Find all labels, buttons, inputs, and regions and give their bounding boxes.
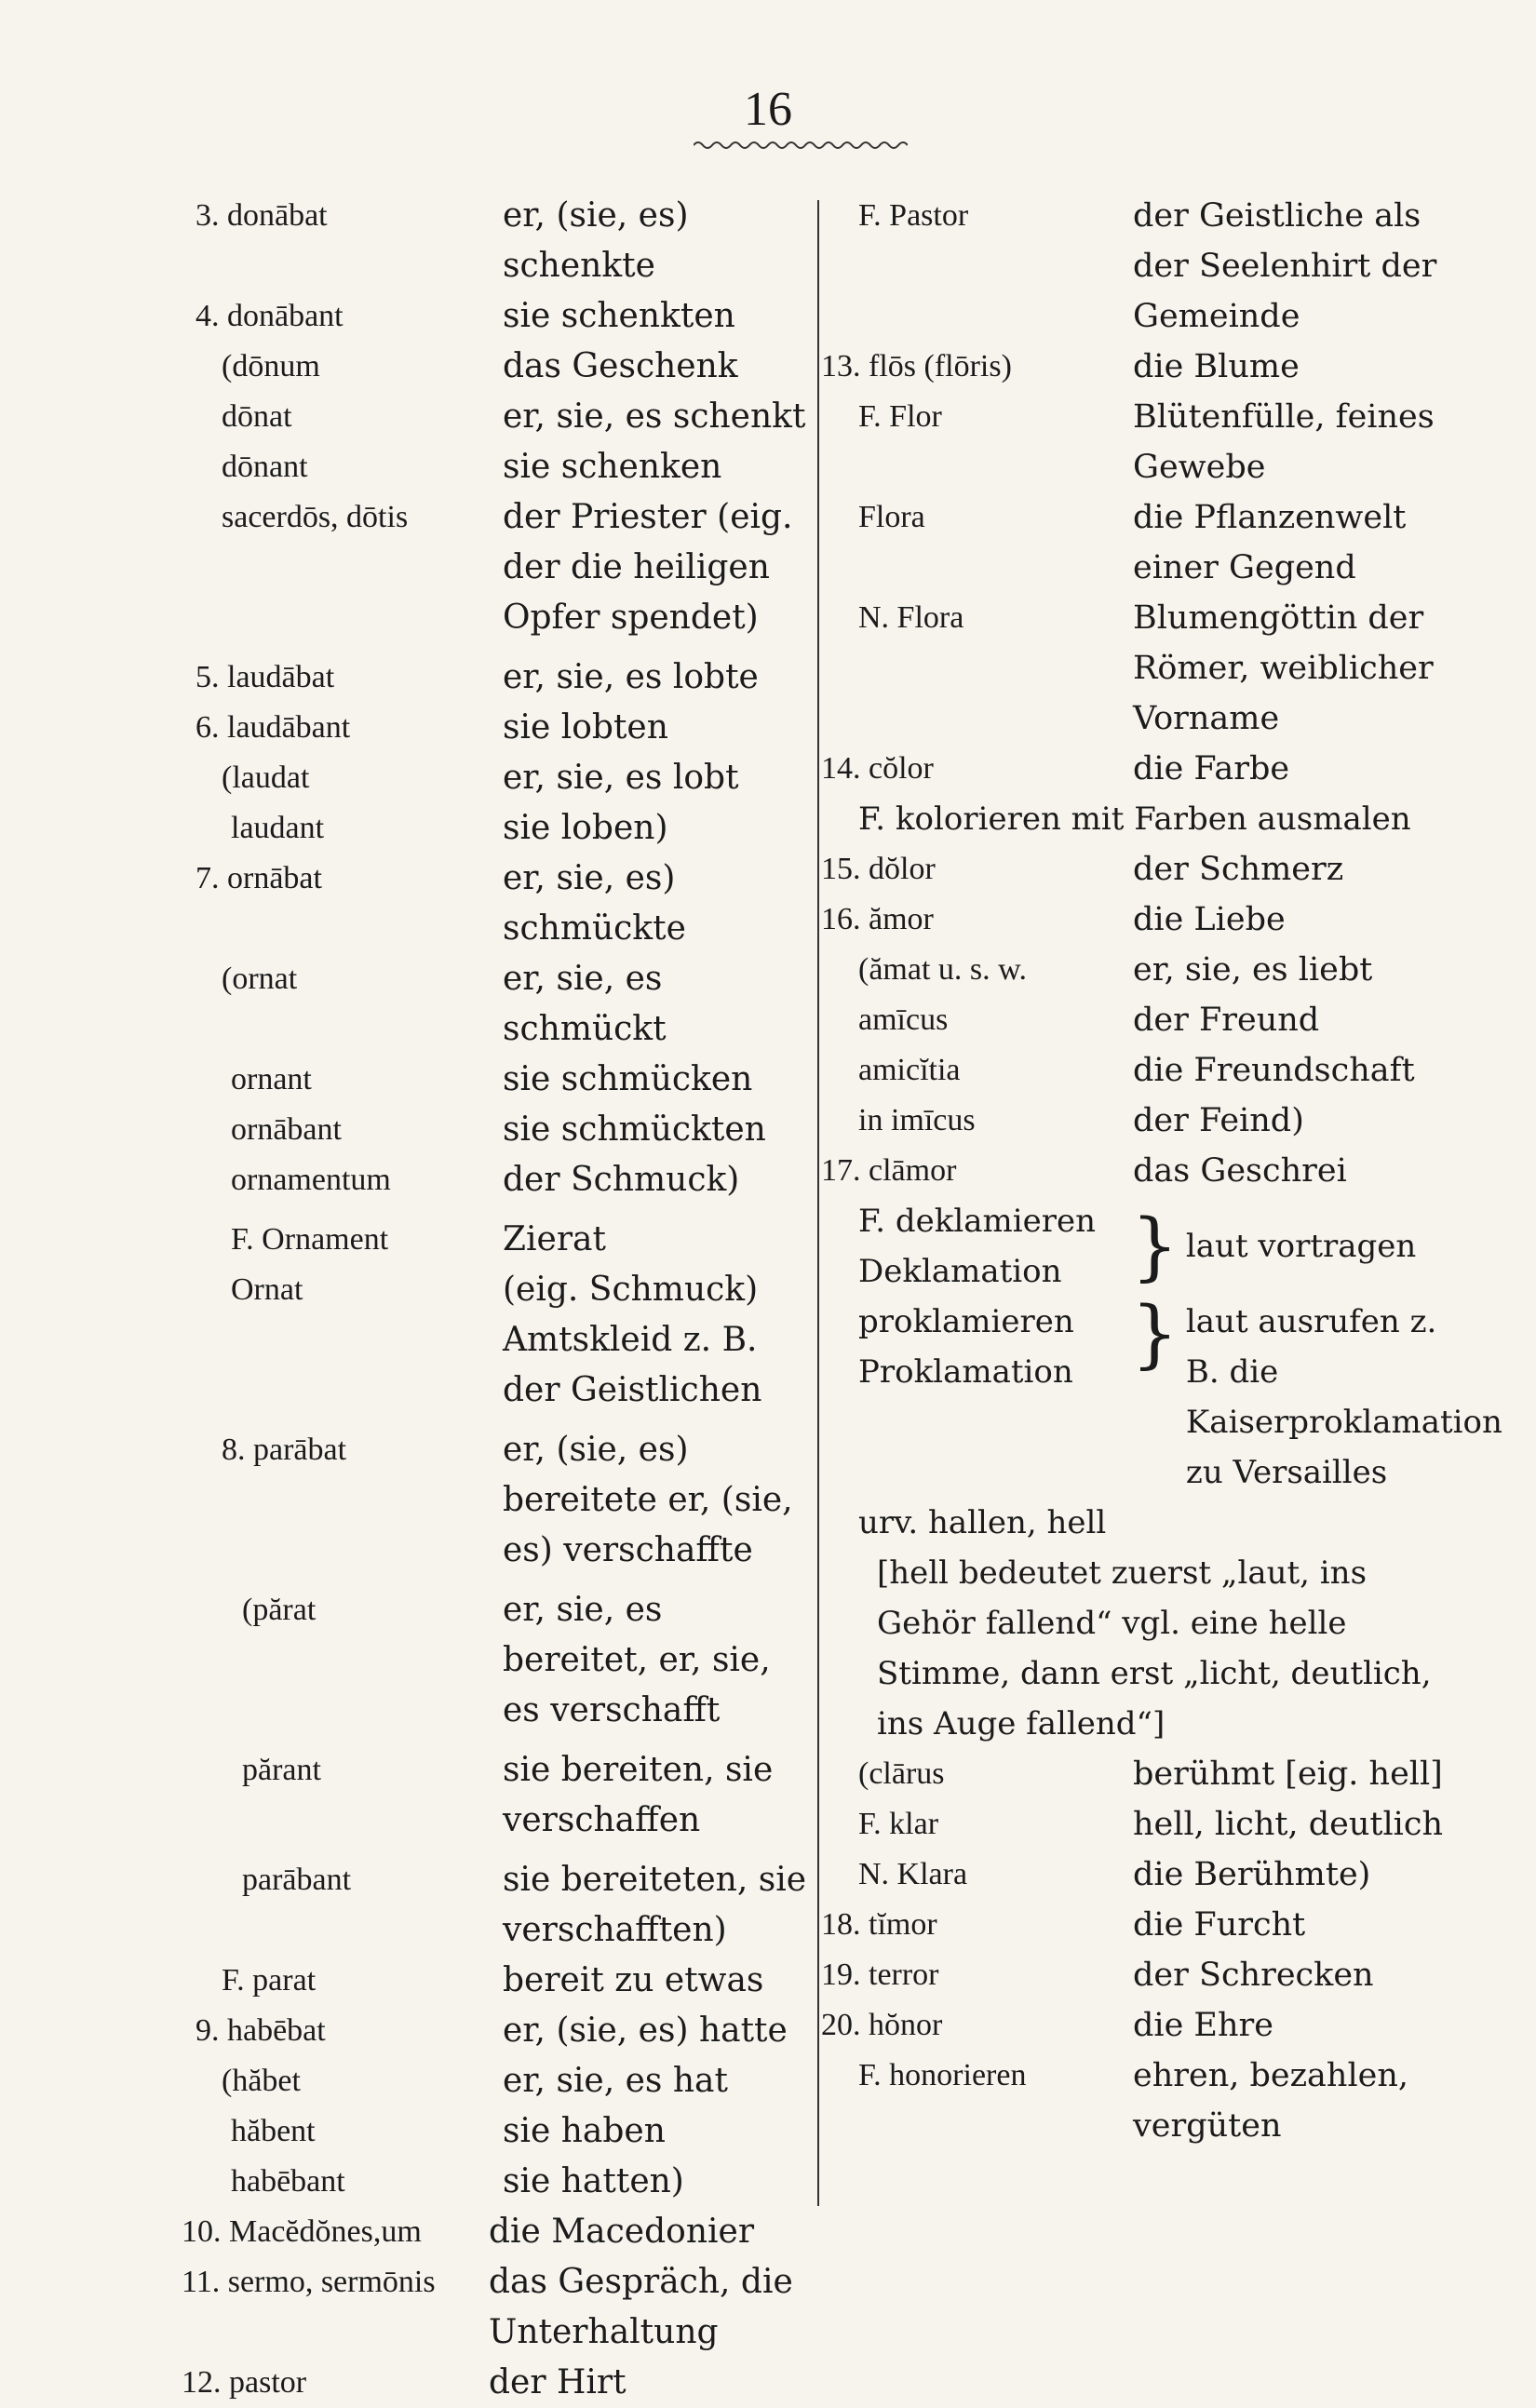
german-meaning: der Hirt [489,2363,627,2401]
latin-term: 14. cŏlor [821,751,934,786]
german-meaning: er, sie, es schmückt [503,960,667,1048]
german-meaning: das Gespräch, die Unterhaltung [489,2263,793,2351]
vocab-entry [821,1045,1463,1096]
latin-term: (ornat [222,962,298,996]
latin-term: 15. dŏlor [821,852,936,886]
latin-term: 10. Macĕdŏnes,um [182,2214,422,2249]
vocab-entry [195,1105,810,1155]
german-meaning: er, (sie, es) hatte [503,2011,788,2050]
latin-term: N. Flora [858,600,964,635]
latin-term: F. Flor [858,399,942,434]
latin-term: 16. ămor [821,902,934,936]
latin-term: in imīcus [858,1103,976,1137]
vocab-entry [195,392,810,442]
vocab-entry [821,392,1463,492]
latin-term: F. klar [858,1807,939,1841]
latin-term: hăbent [231,2114,316,2148]
vocab-entry [821,492,1463,593]
german-meaning: Blütenfülle, feines Gewebe [1133,398,1435,486]
latin-term: 8. parābat [222,1433,347,1467]
latin-term: 19. terror [821,1957,939,1992]
german-meaning: die Farbe [1133,750,1290,787]
german-meaning: er, sie, es liebt [1133,951,1373,989]
german-meaning: er, sie, es hat [503,2062,728,2100]
vocab-entry [195,954,810,1055]
vocab-entry [195,1855,810,1956]
german-meaning: er, (sie, es) schenkte [503,196,689,285]
vocab-entry [195,1956,810,2006]
vocab-entry [821,995,1463,1045]
latin-term: dōnant [222,450,308,484]
german-meaning: Blumengöttin der Römer, weiblicher Vorname [1133,599,1434,737]
brace-item: Proklamation [858,1353,1073,1391]
vocab-entry [195,291,810,342]
latin-term: 18. tĭmor [821,1907,937,1942]
latin-term: amīcus [858,1002,949,1037]
german-meaning: das Geschrei [1133,1152,1347,1190]
german-meaning: er, sie, es lobt [503,759,739,797]
latin-term: F. honorieren [858,2058,1027,2092]
german-meaning: er, sie, es lobte [503,658,759,696]
vocab-entry [195,442,810,492]
german-meaning: die Liebe [1133,901,1286,938]
vocab-entry [182,2358,810,2408]
german-meaning: berühmt [eig. hell] [1133,1756,1443,1793]
page-number: 16 [744,83,792,136]
latin-term: (dōnum [222,349,320,383]
vocab-entry [821,593,1463,744]
vocab-entry [821,342,1463,392]
vocab-entry [195,1265,810,1416]
vocab-entry [821,895,1463,945]
latin-term: 5. laudābat [195,660,335,694]
vocab-entry [195,1155,810,1205]
vocab-entry [821,191,1463,342]
latin-term: 20. hŏnor [821,2008,943,2042]
german-meaning: sie schenkten [503,297,735,335]
vocab-entry [182,2257,810,2358]
latin-term: 3. donābat [195,198,328,233]
german-meaning: der Feind) [1133,1102,1304,1139]
vocab-entry [195,191,810,291]
latin-term: (ămat u. s. w. [858,952,1027,987]
german-meaning: die Blume [1133,348,1300,385]
german-meaning: der Freund [1133,1002,1320,1039]
german-meaning: sie schmücken [503,1060,753,1098]
german-meaning: die Macedonier [489,2213,755,2251]
german-meaning: (eig. Schmuck) Amtskleid z. B. der Geistlichen [503,1271,762,1409]
german-meaning: sie schenken [503,448,722,486]
column-divider [817,200,819,2206]
latin-term: dōnat [222,399,292,434]
german-meaning: sie hatten) [503,2162,684,2200]
latin-term: ornamentum [231,1163,391,1197]
german-meaning: der Geistliche als der Seelenhirt der Gemeinde [1133,197,1437,335]
left-column [182,191,810,2408]
vocab-entry [821,945,1463,995]
german-meaning: die Pflanzenwelt einer Gegend [1133,499,1407,586]
etymology-line: urv. hallen, hell [858,1504,1107,1541]
etymology-note: [hell bedeutet zuerst „laut, ins Gehör fallend“ vgl. eine helle Stimme, dann erst „licht, deutlich, ins Auge fallend“] [877,1554,1432,1742]
vocab-entry [195,2006,810,2056]
decorative-wavy-rule [694,138,908,153]
german-meaning: er, sie, es bereitet, er, sie, es verschafft [503,1591,771,1729]
latin-term: 4. donābant [195,299,344,333]
vocab-entry [195,1745,810,1846]
vocab-entry [195,753,810,803]
german-meaning: sie schmückten [503,1110,766,1149]
latin-term: Flora [858,500,925,534]
german-meaning: der Priester (eig. der die heiligen Opfer spendet) [503,498,793,637]
german-meaning: das Geschenk [503,347,738,385]
vocab-entry [195,703,810,753]
german-meaning: sie haben [503,2112,666,2150]
german-meaning: er, (sie, es) bereitete er, (sie, es) verschaffte [503,1431,793,1569]
latin-term: ornant [231,1062,312,1096]
vocab-entry [821,1146,1463,1196]
latin-term: habēbant [231,2164,345,2199]
brace-group [821,1290,1502,1498]
german-meaning: die Berühmte) [1133,1856,1371,1893]
german-meaning: der Schmerz [1133,851,1344,888]
brace-item: proklamieren [858,1303,1074,1340]
vocab-entry [821,1096,1463,1146]
german-meaning: bereit zu etwas [503,1961,764,1999]
brace-meaning: laut ausrufen z. B. die Kaiserproklamation zu Versailles [1185,1303,1502,1491]
brace-group [821,1196,1463,1297]
german-meaning: der Schrecken [1133,1957,1374,1994]
vocab-entry [821,1900,1463,1950]
vocab-entry [195,1215,810,1265]
vocab-entry [195,1425,810,1576]
vocab-entry [195,1585,810,1736]
right-column [821,191,1502,2151]
german-meaning: er, sie, es) schmückte [503,859,686,948]
latin-term: părant [242,1753,321,1787]
vocab-entry [821,1950,1463,2000]
vocab-entry [195,2106,810,2157]
german-meaning: die Furcht [1133,1906,1306,1944]
vocab-entry [195,2056,810,2106]
brace-item: Deklamation [858,1253,1062,1290]
latin-term: Ornat [231,1272,303,1307]
latin-term: (părat [242,1593,317,1627]
vocab-entry [195,652,810,703]
latin-term: parābant [242,1863,352,1897]
german-meaning: ehren, bezahlen, vergüten [1133,2057,1409,2145]
vocab-entry [195,1055,810,1105]
latin-term: F. Ornament [231,1222,389,1257]
vocab-entry [195,803,810,854]
latin-term: 12. pastor [182,2365,307,2400]
latin-term: (clārus [858,1756,945,1791]
german-meaning: sie loben) [503,809,668,847]
latin-term: amicĭtia [858,1053,961,1087]
vocab-entry [195,342,810,392]
vocab-entry [195,854,810,954]
latin-term: 17. clāmor [821,1153,957,1188]
latin-term: 9. habēbat [195,2013,326,2048]
german-meaning: sie bereiten, sie verschaffen [503,1751,774,1839]
latin-term: ornābant [231,1112,342,1147]
vocab-entry [821,2000,1463,2051]
latin-term: F. Pastor [858,198,969,233]
vocab-entry [821,2051,1463,2151]
brace-item: F. deklamieren [858,1203,1097,1240]
latin-term: 11. sermo, sermōnis [182,2265,436,2299]
vocab-entry [821,1850,1463,1900]
latin-term: 7. ornābat [195,861,322,895]
german-meaning: Zierat [503,1220,606,1258]
vocab-entry [821,744,1463,794]
latin-term: 6. laudābant [195,710,351,745]
vocab-entry [195,2157,810,2207]
brace-symbol: } [1131,1290,1179,1377]
vocab-entry [821,1749,1463,1799]
brace-meaning: laut vortragen [1185,1228,1417,1265]
latin-term: 13. flōs (flōris) [821,349,1012,383]
latin-term: F. parat [222,1963,317,1998]
vocab-entry [195,492,810,643]
latin-term: (laudat [222,760,310,795]
latin-term: laudant [231,811,325,845]
vocab-entry [182,2207,810,2257]
latin-term: sacerdōs, dōtis [222,500,409,534]
latin-term: (hăbet [222,2064,301,2098]
brace-symbol: } [1131,1203,1179,1289]
derivative-line: F. kolorieren mit Farben ausmalen [858,800,1411,838]
german-meaning: sie bereiteten, sie verschafften) [503,1861,807,1949]
vocab-entry [821,844,1463,895]
german-meaning: die Freundschaft [1133,1052,1415,1089]
latin-term: N. Klara [858,1857,968,1891]
german-meaning: der Schmuck) [503,1161,740,1199]
german-meaning: die Ehre [1133,2007,1273,2044]
vocab-entry [821,1799,1463,1850]
german-meaning: er, sie, es schenkt [503,397,806,436]
german-meaning: sie lobten [503,708,668,747]
german-meaning: hell, licht, deutlich [1133,1806,1443,1843]
